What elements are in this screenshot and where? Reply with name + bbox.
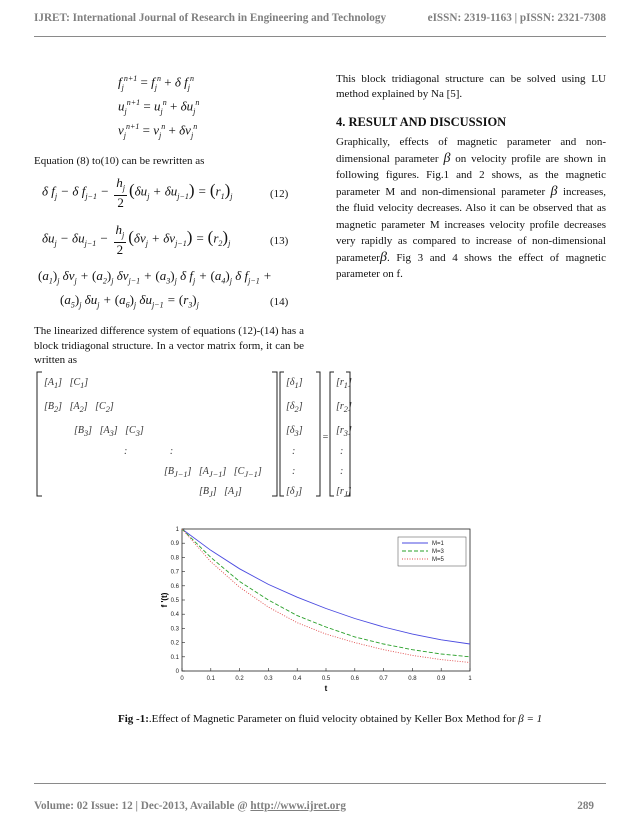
figure-caption <box>118 713 542 725</box>
discussion-part-1: Graphically, effects of magnetic parameter and non-dimensional parameter <box>336 136 606 165</box>
equation-13-number: (13) <box>270 235 289 247</box>
x-tick-label: 0.2 <box>235 676 244 682</box>
journal-title: IJRET: International Journal of Research in Engineering and Technology <box>34 12 387 24</box>
legend-label: M=3 <box>432 549 444 555</box>
legend-label: M=5 <box>432 557 444 563</box>
y-tick-label: 0.7 <box>170 569 179 576</box>
y-tick-label: 0.1 <box>170 654 179 661</box>
block-matrix: $[A_1]$ $[C_1]$ $[B_2]$ $[A_2]$ $[C_2]$ $[B_3]$ $[A_3]$ $[C_3]$ : : $[B_{J-1}]$ $[A_{J-1}]$ $[C_{J-1}]$ $[B_J]$ $[A_J]$ $[\delta_1]$ $[\delta_2]$ $[\delta_3]$ : : $[\delta_J]$ = $[r_1]$ $[r_2]$ $[r_3]$ : : $[r_J]$ <box>34 370 354 500</box>
equation-14-line2: $(a_5)_j$ $\delta u_j + (a_6)_j$ $\delta u_{j-1} = (r_3)_j$ <box>60 292 199 310</box>
equation-12-number: (12) <box>270 188 289 200</box>
y-tick-label: 0.2 <box>170 640 179 647</box>
journal-url-link[interactable]: http://www.ijret.org <box>250 800 346 812</box>
y-tick-label: 0.3 <box>170 626 179 633</box>
caption-text: .Effect of Magnetic Parameter on fluid velocity obtained by Keller Box Method for <box>148 713 516 725</box>
beta-symbol: β <box>379 249 387 265</box>
equation-14-number: (14) <box>270 296 289 308</box>
beta-symbol: β <box>550 183 558 199</box>
update-eq-f: $f_j^{n+1} = f_j^n + \delta$ $f_j^n$ <box>118 74 194 92</box>
y-tick-label: 0.4 <box>170 612 179 619</box>
page-number: 289 <box>577 800 594 812</box>
discussion-paragraph <box>336 134 606 283</box>
legend-label: M=1 <box>432 541 444 547</box>
velocity-chart <box>160 523 500 693</box>
header-rule <box>34 36 606 37</box>
issn-line: eISSN: 2319-1163 | pISSN: 2321-7308 <box>427 12 606 24</box>
update-eq-u: $u_j^{n+1} = u_j^n + \delta u_j^n$ <box>118 98 200 116</box>
y-axis-label: f '(t) <box>160 592 169 608</box>
caption-math: β = 1 <box>518 713 543 725</box>
x-tick-label: 1 <box>468 676 472 682</box>
equation-12: δ $f_j - \delta$ $f_{j-1}$ − $\frac{h_j}{2}$ $(\delta u_j + \delta u_{j-1}) = (r_1)_j$ <box>42 175 233 210</box>
x-tick-label: 0.4 <box>293 676 302 682</box>
y-tick-label: 0.5 <box>170 598 179 604</box>
equation-13: $\delta u_j - \delta u_{j-1}$ − $\frac{h_j}{2}$ $(\delta v_j + \delta v_{j-1}) = (r_2)_j$ <box>42 222 231 257</box>
x-tick-label: 0.7 <box>379 676 388 682</box>
y-tick-label: 0 <box>175 669 179 675</box>
volume-text: Volume: 02 Issue: 12 | Dec-2013, Available @ <box>34 800 251 812</box>
caption-label: Fig -1: <box>118 713 149 725</box>
discussion-part-3: increases, the fluid velocity decreases. Also it can be observed that as magnetic parameter M increases velocity profile decreases very rapidly as compared to increase of non-dimensional parameter <box>336 185 606 264</box>
equation-14-line1: $(a_1)_j$ $\delta v_j + (a_2)_j$ $\delta v_{j-1} + (a_3)_j$ δ $f_j + (a_4)_j$ δ $f_{j-1}$ + <box>38 268 272 286</box>
y-tick-label: 0.6 <box>170 583 179 590</box>
update-eq-v: $v_j^{n+1} = v_j^n + \delta v_j^n$ <box>118 122 198 140</box>
x-tick-label: 0.5 <box>321 676 331 682</box>
discussion-part-4: . Fig 3 and 4 shows the effect of magnetic parameter on f. <box>336 251 606 280</box>
x-axis-label: t <box>324 684 328 693</box>
x-tick-label: 0.9 <box>437 676 446 682</box>
y-tick-label: 0.8 <box>170 555 179 562</box>
y-tick-label: 1 <box>175 527 179 533</box>
x-tick-label: 0.3 <box>264 676 273 682</box>
beta-symbol: β <box>443 150 451 166</box>
x-tick-label: 0.6 <box>350 676 359 682</box>
section-title: 4. RESULT AND DISCUSSION <box>336 115 507 129</box>
block-solution-text: This block tridiagonal structure can be solved using LU method explained by Na [5]. <box>336 73 606 100</box>
footer-rule <box>34 783 606 784</box>
x-tick-label: 0 <box>180 676 184 682</box>
rewrite-text: Equation (8) to(10) can be rewritten as <box>34 155 205 167</box>
x-tick-label: 0.8 <box>408 676 417 682</box>
discussion-part-2: on velocity profile are shown in following figures. Fig.1 and 2 shows, as the magnetic parameter M and non-dimensional parameter <box>336 152 607 198</box>
linearized-text: The linearized difference system of equations (12)-(14) has a block tridiagonal structure. In a vector matrix form, it can be written as <box>34 325 304 367</box>
y-tick-label: 0.9 <box>170 541 179 548</box>
x-tick-label: 0.1 <box>206 676 215 682</box>
